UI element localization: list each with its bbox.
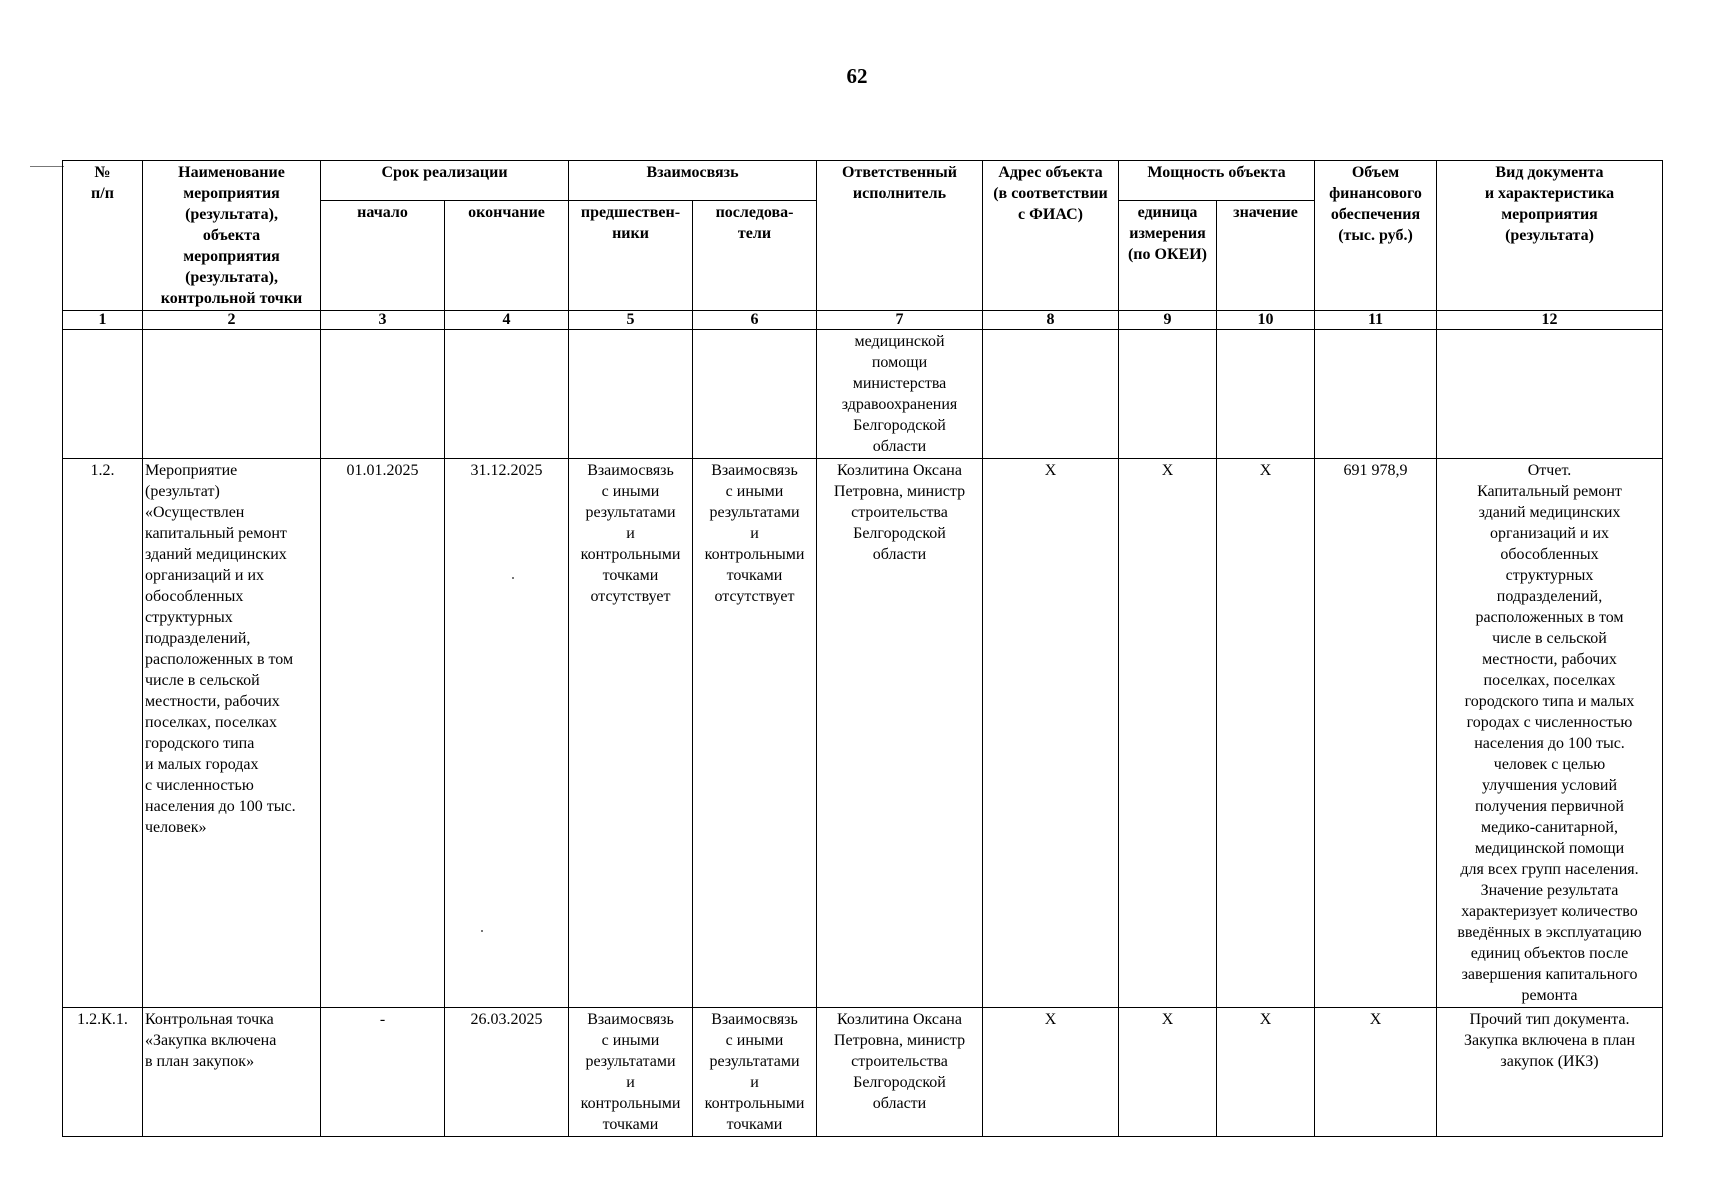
cell-responsible: Козлитина Оксана Петровна, министр строительства Белгородской области	[817, 1008, 983, 1137]
header-period: Срок реализации	[321, 161, 569, 201]
column-number: 6	[693, 311, 817, 330]
cell-num: 1.2.К.1.	[63, 1008, 143, 1137]
cell-predecessors: Взаимосвязь с иными результатами и контрольными точками отсутствует	[569, 459, 693, 1008]
cell-end: 31.12.2025	[445, 459, 569, 1008]
cell-unit	[1119, 330, 1217, 459]
column-number: 8	[983, 311, 1119, 330]
cell-unit: Х	[1119, 459, 1217, 1008]
header-row-1	[63, 161, 1663, 201]
cell-num: 1.2.	[63, 459, 143, 1008]
cell-successors	[693, 330, 817, 459]
cell-unit: Х	[1119, 1008, 1217, 1137]
cell-address: Х	[983, 1008, 1119, 1137]
cell-doc: Прочий тип документа. Закупка включена в план закупок (ИКЗ)	[1437, 1008, 1663, 1137]
column-number: 3	[321, 311, 445, 330]
cell-end: 26.03.2025	[445, 1008, 569, 1137]
cell-value	[1217, 330, 1315, 459]
column-number: 4	[445, 311, 569, 330]
table-row-continuation	[63, 330, 1663, 459]
header-end: окончание	[445, 201, 569, 311]
cell-responsible: Козлитина Оксана Петровна, министр строительства Белгородской области	[817, 459, 983, 1008]
cell-end	[445, 330, 569, 459]
cell-num	[63, 330, 143, 459]
cell-funding: Х	[1315, 1008, 1437, 1137]
header-unit: единица измерения (по ОКЕИ)	[1119, 201, 1217, 311]
cell-address	[983, 330, 1119, 459]
activity-plan-table	[62, 160, 1663, 1137]
column-number: 7	[817, 311, 983, 330]
cell-successors: Взаимосвязь с иными результатами и контрольными точками	[693, 1008, 817, 1137]
column-number: 10	[1217, 311, 1315, 330]
header-successors: последова- тели	[693, 201, 817, 311]
cell-name: Мероприятие (результат) «Осуществлен капитальный ремонт зданий медицинских организаций и их обособленных структурных подразделений, расположенных в том числе в сельской местности, рабочих поселках, поселках городского типа и малых городах с численностью населения до 100 тыс. человек»	[143, 459, 321, 1008]
header-address: Адрес объекта (в соответствии с ФИАС)	[983, 161, 1119, 311]
cell-name	[143, 330, 321, 459]
cell-start: 01.01.2025	[321, 459, 445, 1008]
column-number: 5	[569, 311, 693, 330]
cell-start: -	[321, 1008, 445, 1137]
header-relation: Взаимосвязь	[569, 161, 817, 201]
table-row-activity	[63, 459, 1663, 1008]
header-predecessors: предшествен- ники	[569, 201, 693, 311]
table-row-checkpoint	[63, 1008, 1663, 1137]
column-number: 9	[1119, 311, 1217, 330]
cell-funding	[1315, 330, 1437, 459]
header-value: значение	[1217, 201, 1315, 311]
cell-address: Х	[983, 459, 1119, 1008]
cell-value: Х	[1217, 459, 1315, 1008]
column-number: 2	[143, 311, 321, 330]
header-doc-type: Вид документа и характеристика мероприятия (результата)	[1437, 161, 1663, 311]
cell-predecessors	[569, 330, 693, 459]
header-responsible: Ответственный исполнитель	[817, 161, 983, 311]
column-number: 1	[63, 311, 143, 330]
cell-start	[321, 330, 445, 459]
header-name: Наименование мероприятия (результата), объекта мероприятия (результата), контрольной точки	[143, 161, 321, 311]
header-num: № п/п	[63, 161, 143, 311]
column-number: 12	[1437, 311, 1663, 330]
column-number-row	[63, 311, 1663, 330]
header-funding: Объем финансового обеспечения (тыс. руб.)	[1315, 161, 1437, 311]
cell-funding: 691 978,9	[1315, 459, 1437, 1008]
cell-successors: Взаимосвязь с иными результатами и контрольными точками отсутствует	[693, 459, 817, 1008]
header-capacity: Мощность объекта	[1119, 161, 1315, 201]
cell-predecessors: Взаимосвязь с иными результатами и контрольными точками	[569, 1008, 693, 1137]
cell-value: Х	[1217, 1008, 1315, 1137]
page-number: 62	[846, 64, 868, 88]
cell-name: Контрольная точка «Закупка включена в план закупок»	[143, 1008, 321, 1137]
cell-doc	[1437, 330, 1663, 459]
column-number: 11	[1315, 311, 1437, 330]
cell-responsible: медицинской помощи министерства здравоохранения Белгородской области	[817, 330, 983, 459]
cell-doc: Отчет. Капитальный ремонт зданий медицинских организаций и их обособленных структурных подразделений, расположенных в том числе в сельской местности, рабочих поселках, поселках городского типа и малых городах с численностью населения до 100 тыс. человек с целью улучшения условий получения первичной медико-санитарной, медицинской помощи для всех групп населения. Значение результата характеризует количество введённых в эксплуатацию единиц объектов после завершения капитального ремонта	[1437, 459, 1663, 1008]
scan-rule	[30, 166, 64, 167]
header-start: начало	[321, 201, 445, 311]
